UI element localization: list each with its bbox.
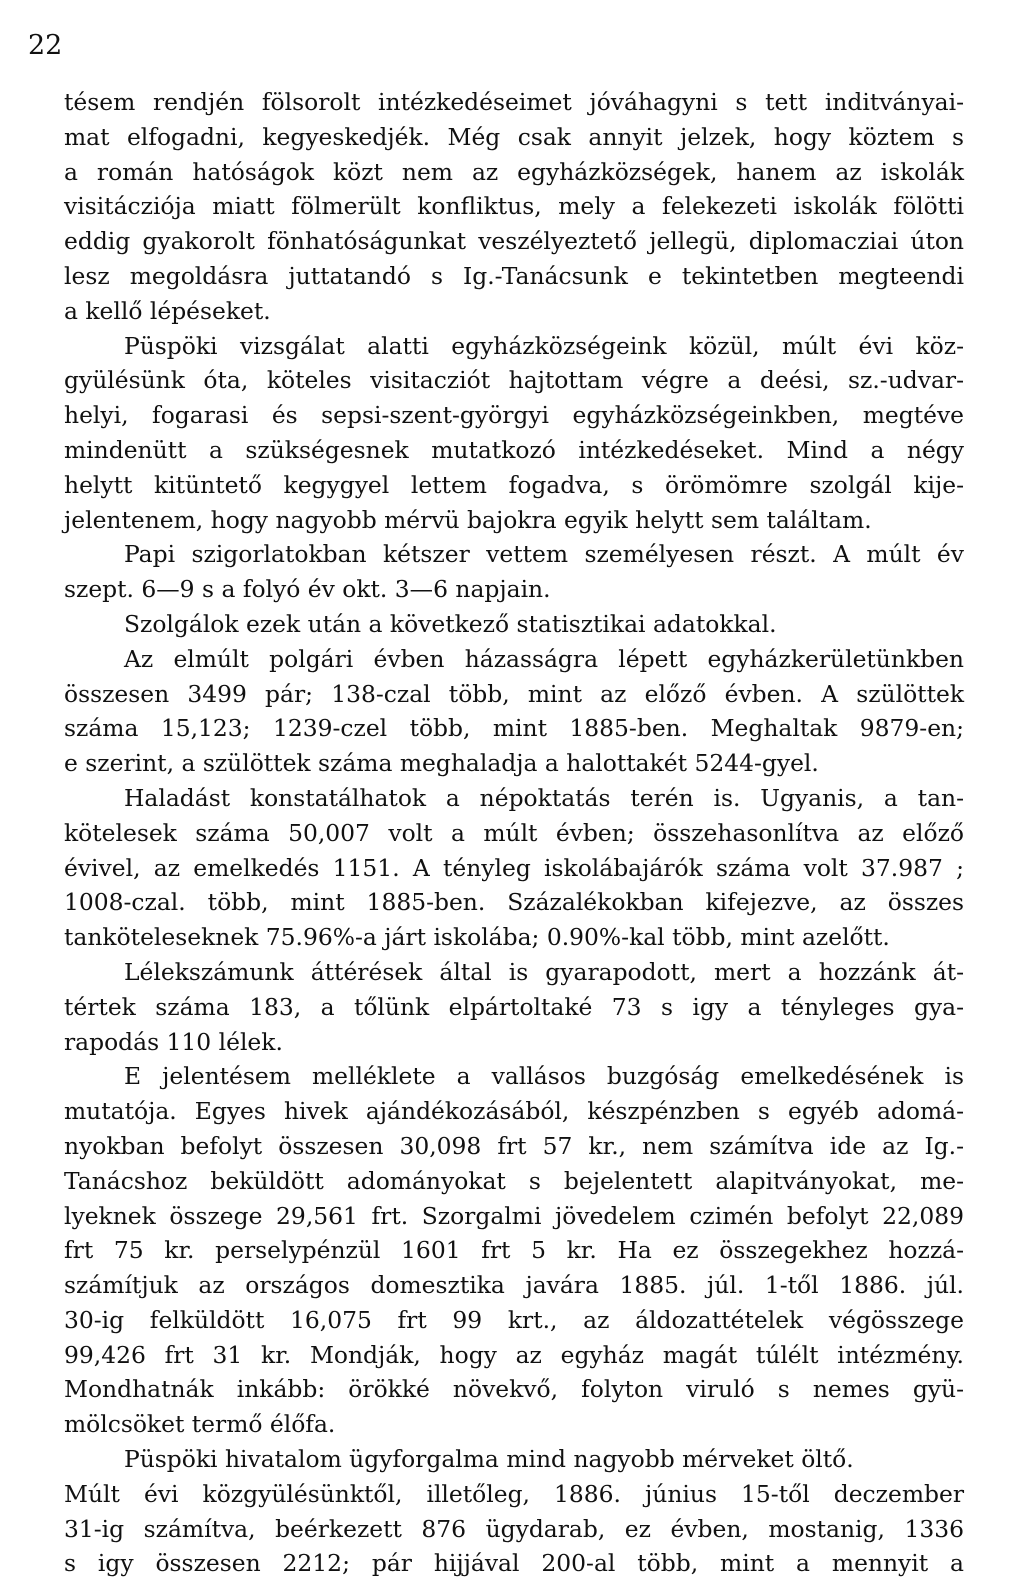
text-line: Mondhatnák inkább: örökké növekvő, folyton viruló s nemes gyü- — [64, 1375, 964, 1404]
text-line: helyi, fogarasi és sepsi-szent-györgyi egyházközségeinkben, megtéve — [64, 401, 964, 430]
text-line: összesen 3499 pár; 138-czal több, mint az előző évben. A szülöttek — [64, 679, 964, 708]
text-line: mutatója. Egyes hivek ajándékozásából, készpénzben s egyéb adomá- — [64, 1097, 964, 1126]
text-line: 31-ig számítva, beérkezett 876 ügydarab, ez évben, mostanig, 1336 — [64, 1514, 964, 1543]
text-line: 99,426 frt 31 kr. Mondják, hogy az egyház magát túlélt intézmény. — [64, 1340, 964, 1369]
text-line: visitácziója miatt fölmerült konfliktus, mely a felekezeti iskolák fölötti — [64, 192, 964, 221]
text-line: számítjuk az országos domesztika javára 1885. júl. 1-től 1886. júl. — [64, 1271, 964, 1300]
text-line: mölcsöket termő élőfa. — [64, 1410, 336, 1439]
text-line: tanköteleseknek 75.96%-a járt iskolába; 0.90%-kal több, mint azelőtt. — [64, 923, 890, 952]
text-line: Szolgálok ezek után a következő statisztikai adatokkal. — [124, 609, 777, 638]
text-line: nyokban befolyt összesen 30,098 frt 57 kr., nem számítva ide az Ig.- — [64, 1131, 964, 1160]
text-line: s igy összesen 2212; pár hijjával 200-al több, mint a mennyit a — [64, 1549, 964, 1578]
text-line: száma 15,123; 1239-czel több, mint 1885-ben. Meghaltak 9879-en; — [64, 714, 964, 743]
text-line: tésem rendjén fölsorolt intézkedéseimet jóváhagyni s tett inditványai- — [64, 88, 964, 116]
page-number: 22 — [28, 30, 63, 61]
text-line: kötelesek száma 50,007 volt a múlt évben; összehasonlítva az előző — [64, 818, 964, 847]
text-line: Lélekszámunk áttérések által is gyarapodott, mert a hozzánk át- — [124, 957, 964, 986]
text-line: mat elfogadni, kegyeskedjék. Még csak annyit jelzek, hogy köztem s — [64, 122, 964, 151]
body-text — [64, 85, 964, 1581]
text-line: a kellő lépéseket. — [64, 296, 271, 325]
text-line: Múlt évi közgyülésünktől, illetőleg, 1886. június 15-től deczember — [64, 1479, 964, 1508]
text-line: tértek száma 183, a tőlünk elpártoltaké 73 s igy a tényleges gya- — [64, 992, 964, 1021]
text-line: gyülésünk óta, köteles visitacziót hajtottam végre a deési, sz.-udvar- — [64, 366, 964, 395]
text-line: rapodás 110 lélek. — [64, 1027, 283, 1056]
text-line: Püspöki hivatalom ügyforgalma mind nagyobb mérveket öltő. — [124, 1445, 854, 1474]
text-line: Tanácshoz beküldött adományokat s bejelentett alapitványokat, me- — [64, 1166, 964, 1195]
text-line: lyeknek összege 29,561 frt. Szorgalmi jövedelem czimén befolyt 22,089 — [64, 1201, 964, 1230]
text-line: jelentenem, hogy nagyobb mérvü bajokra egyik helytt sem találtam. — [64, 505, 872, 534]
text-line: Az elmúlt polgári évben házasságra lépett egyházkerületünkben — [124, 644, 964, 673]
text-line: eddig gyakorolt fönhatóságunkat veszélyeztető jellegü, diplomacziai úton — [64, 227, 964, 256]
text-line: E jelentésem melléklete a vallásos buzgóság emelkedésének is — [124, 1062, 964, 1091]
text-line: szept. 6—9 s a folyó év okt. 3—6 napjain. — [64, 575, 551, 604]
text-line: Püspöki vizsgálat alatti egyházközségeink közül, múlt évi köz- — [124, 331, 964, 360]
text-line: Papi szigorlatokban kétszer vettem személyesen részt. A múlt év — [124, 540, 964, 569]
text-line: lesz megoldásra juttatandó s Ig.-Tanácsunk e tekintetben megteendi — [64, 261, 964, 290]
text-line: évivel, az emelkedés 1151. A tényleg iskolábajárók száma volt 37.987 ; — [64, 853, 964, 882]
text-line: e szerint, a szülöttek száma meghaladja a halottakét 5244-gyel. — [64, 749, 819, 778]
text-line: 1008-czal. több, mint 1885-ben. Százalékokban kifejezve, az összes — [64, 888, 964, 917]
text-line: frt 75 kr. perselypénzül 1601 frt 5 kr. Ha ez összegekhez hozzá- — [64, 1236, 964, 1265]
text-line: Haladást konstatálhatok a népoktatás terén is. Ugyanis, a tan- — [124, 783, 964, 812]
text-line: helytt kitüntető kegygyel lettem fogadva, s örömömre szolgál kije- — [64, 470, 964, 499]
text-line: mindenütt a szükségesnek mutatkozó intézkedéseket. Mind a négy — [64, 435, 964, 464]
text-line: 30-ig felküldött 16,075 frt 99 krt., az áldozattételek végösszege — [64, 1305, 964, 1334]
text-line: a román hatóságok közt nem az egyházközségek, hanem az iskolák — [64, 157, 964, 186]
